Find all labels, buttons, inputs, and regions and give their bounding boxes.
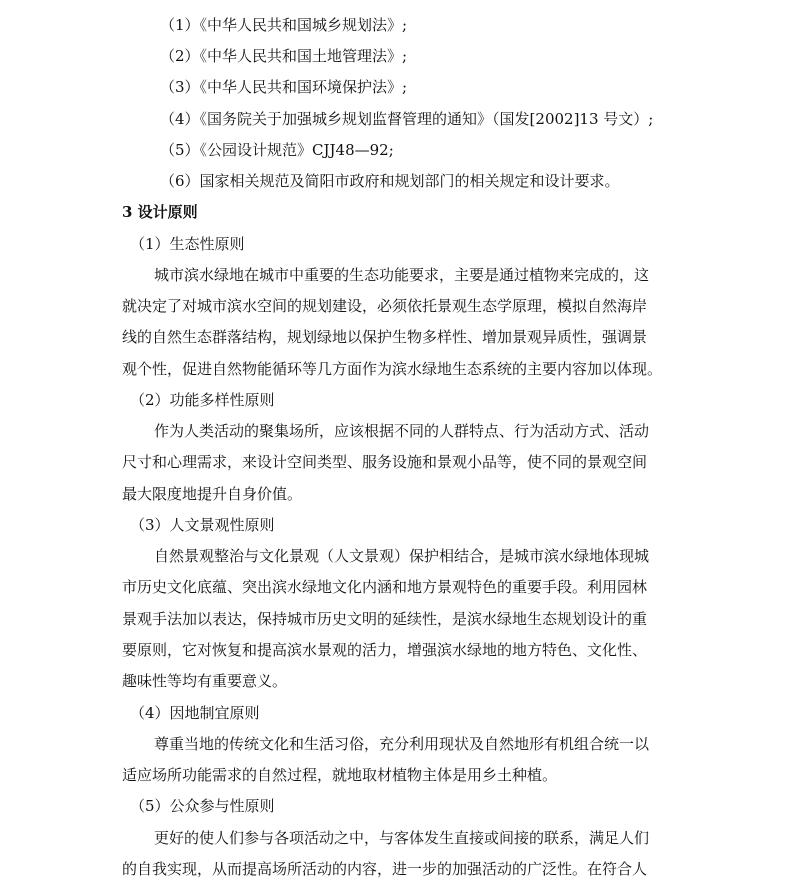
principle-heading: （1）生态性原则 [130,235,245,253]
reference-item: （4）《国务院关于加强城乡规划监督管理的通知》（国发[2002]13 号文）; [160,110,654,128]
section-title: 3 设计原则 [122,203,198,221]
reference-item: （2）《中华人民共和国土地管理法》; [160,47,408,65]
paragraph-line: 观个性，促进自然物能循环等几方面作为滨水绿地生态系统的主要内容加以体现。 [122,360,663,378]
reference-item: （6）国家相关规范及简阳市政府和规划部门的相关规定和设计要求。 [160,172,620,190]
paragraph-line: 尊重当地的传统文化和生活习俗，充分利用现状及自然地形有机组合统一以 [154,735,650,753]
principle-heading: （3）人文景观性原则 [130,516,275,534]
paragraph-line: 趣味性等均有重要意义。 [122,672,288,690]
principle-heading: （5）公众参与性原则 [130,797,275,815]
paragraph-line: 市历史文化底蕴、突出滨水绿地文化内涵和地方景观特色的重要手段。利用园林 [122,578,648,596]
paragraph-line: 尺寸和心理需求，来设计空间类型、服务设施和景观小品等，使不同的景观空间 [122,453,648,471]
paragraph-line: 要原则，它对恢复和提高滨水景观的活力，增强滨水绿地的地方特色、文化性、 [122,641,648,659]
reference-item: （1）《中华人民共和国城乡规划法》; [160,16,408,34]
paragraph-line: 城市滨水绿地在城市中重要的生态功能要求，主要是通过植物来完成的，这 [154,266,650,284]
reference-item: （5）《公园设计规范》CJJ48—92; [160,141,394,159]
principle-heading: （4）因地制宜原则 [130,704,260,722]
paragraph-line: 最大限度地提升自身价值。 [122,485,303,503]
paragraph-line: 景观手法加以表达，保持城市历史文明的延续性，是滨水绿地生态规划设计的重 [122,610,648,628]
principle-heading: （2）功能多样性原则 [130,391,275,409]
reference-item: （3）《中华人民共和国环境保护法》; [160,78,408,96]
paragraph-line: 就决定了对城市滨水空间的规划建设，必须依托景观生态学原理，模拟自然海岸 [122,297,648,315]
paragraph-line: 更好的使人们参与各项活动之中，与客体发生直接或间接的联系，满足人们 [154,829,650,847]
paragraph-line: 自然景观整治与文化景观（人文景观）保护相结合，是城市滨水绿地体现城 [154,547,650,565]
paragraph-line: 作为人类活动的聚集场所，应该根据不同的人群特点、行为活动方式、活动 [154,422,650,440]
paragraph-line: 适应场所功能需求的自然过程，就地取材植物主体是用乡土种植。 [122,766,558,784]
paragraph-line: 的自我实现，从而提高场所活动的内容，进一步的加强活动的广泛性。在符合人 [122,860,648,878]
paragraph-line: 线的自然生态群落结构，规划绿地以保护生物多样性、增加景观异质性，强调景 [122,328,648,346]
